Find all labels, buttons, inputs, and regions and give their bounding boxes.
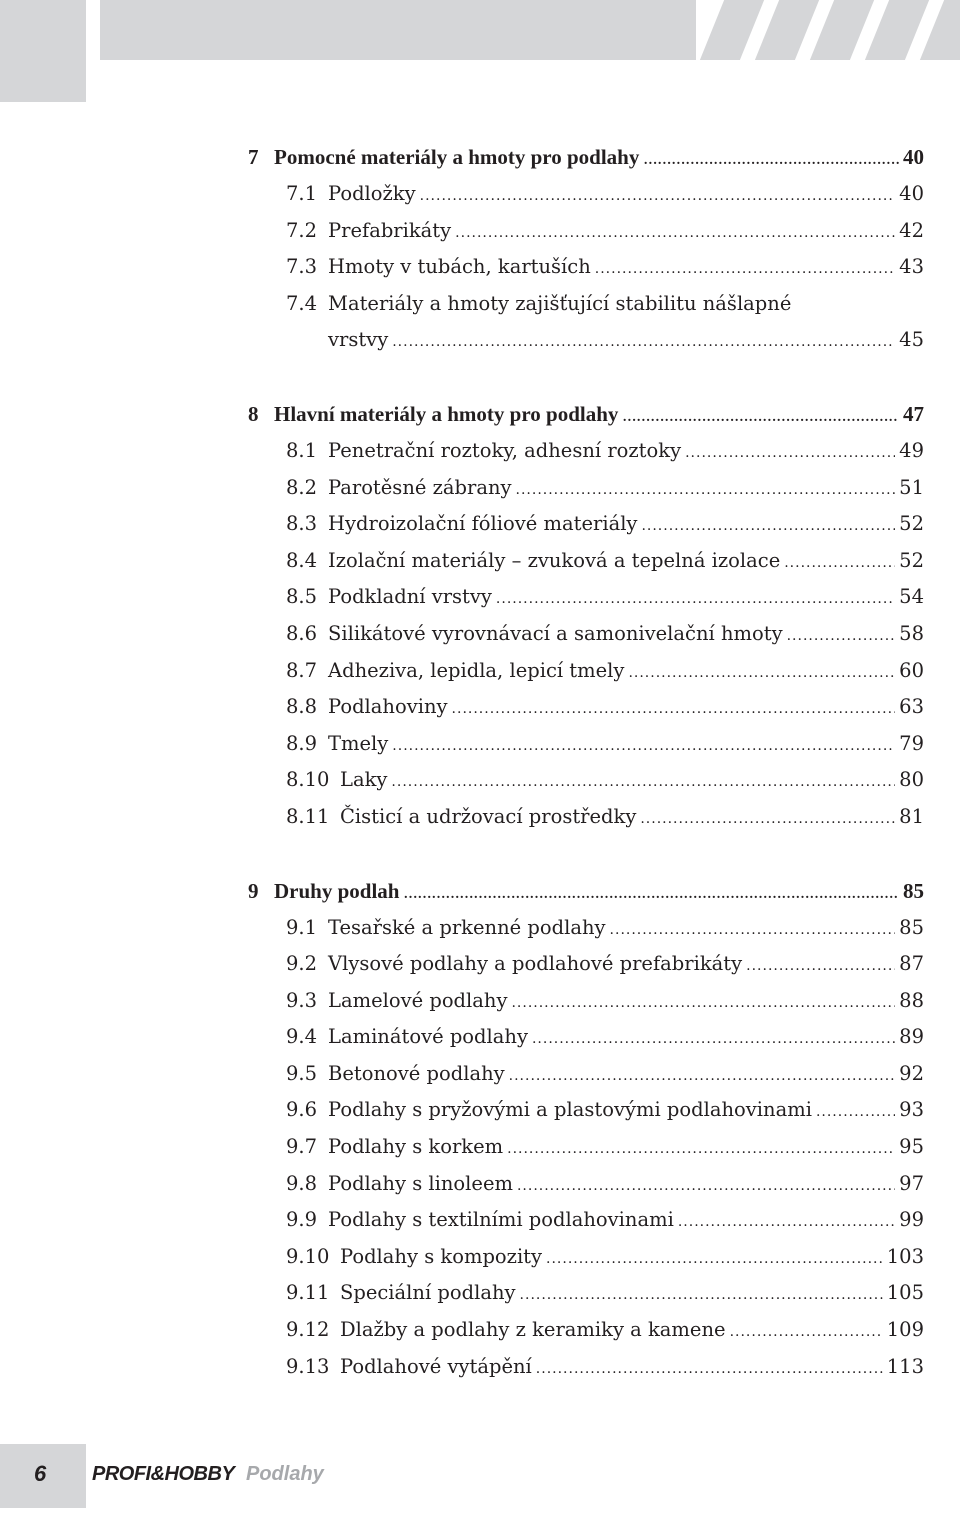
dot-leader [496, 581, 895, 618]
entry-number: 9.9 [286, 1208, 318, 1232]
dot-leader [787, 618, 896, 655]
chapter-number: 9 [248, 878, 259, 903]
toc-entry[interactable] [248, 616, 924, 653]
toc-entry[interactable] [248, 1275, 924, 1312]
entry-title: Podlahy s korkem [328, 1135, 504, 1159]
entry-page: 89 [899, 1025, 924, 1049]
toc-entry[interactable] [248, 726, 924, 763]
dot-leader [536, 1351, 883, 1388]
toc-entry[interactable] [248, 1202, 924, 1239]
entry-number: 8.9 [286, 731, 318, 755]
entry-title: Izolační materiály – zvuková a tepelná izolace [328, 548, 781, 572]
entry-number: 8.5 [286, 585, 318, 609]
toc-entry[interactable] [248, 286, 924, 359]
entry-page: 42 [899, 218, 924, 242]
entry-page: 99 [899, 1208, 924, 1232]
entry-title: Hydroizolační fóliové materiály [328, 512, 638, 536]
entry-title: Podlahy s pryžovými a plastovými podlahovinami [328, 1098, 812, 1122]
entry-number: 9.1 [286, 915, 318, 939]
entry-title: Prefabrikáty [328, 218, 452, 242]
entry-number: 9.8 [286, 1171, 318, 1195]
entry-page: 52 [899, 512, 924, 536]
dot-leader [532, 1021, 895, 1058]
entry-number: 7.3 [286, 255, 318, 279]
chapter-page: 40 [903, 145, 924, 169]
entry-title: Tesařské a prkenné podlahy [328, 915, 606, 939]
entry-number: 9.13 [286, 1354, 330, 1378]
dot-leader [520, 1277, 883, 1314]
entry-page: 54 [899, 585, 924, 609]
toc-entry[interactable] [248, 249, 924, 286]
toc-entry[interactable] [248, 506, 924, 543]
toc-entry[interactable] [248, 1019, 924, 1056]
entry-number: 8.8 [286, 695, 318, 719]
entry-title: Podlahy s textilními podlahovinami [328, 1208, 674, 1232]
entry-page: 105 [886, 1281, 924, 1305]
toc-entry[interactable] [248, 983, 924, 1020]
entry-number: 7.4 [286, 291, 318, 315]
toc-entry[interactable] [248, 1166, 924, 1203]
entry-page: 81 [899, 804, 924, 828]
toc-entry[interactable] [248, 579, 924, 616]
entry-number: 8.1 [286, 438, 318, 462]
toc-entry[interactable] [248, 543, 924, 580]
chapter-title: Druhy podlah [274, 878, 400, 903]
toc-entry[interactable] [248, 213, 924, 250]
entry-title: Adheziva, lepidla, lepicí tmely [328, 658, 625, 682]
dot-leader [610, 912, 896, 949]
toc-entry[interactable] [248, 689, 924, 726]
entry-number: 8.6 [286, 621, 318, 645]
table-of-contents [248, 138, 924, 1421]
toc-chapter[interactable] [248, 138, 924, 176]
entry-title: Tmely [328, 731, 389, 755]
chapter-number: 8 [248, 401, 259, 426]
entry-number: 8.10 [286, 768, 330, 792]
entry-title: Laminátové podlahy [328, 1025, 528, 1049]
dot-leader [546, 1241, 883, 1278]
dot-leader [507, 1131, 895, 1168]
dot-leader [509, 1058, 896, 1095]
dot-leader [420, 178, 896, 215]
entry-title: Podkladní vrstvy [328, 585, 492, 609]
footer [0, 1444, 960, 1508]
toc-entry[interactable] [248, 470, 924, 507]
entry-title: Podlahové vytápění [340, 1354, 532, 1378]
dot-leader [517, 1168, 895, 1205]
toc-entry[interactable] [248, 1349, 924, 1386]
entry-number: 9.2 [286, 952, 318, 976]
dot-leader [628, 655, 895, 692]
entry-title: Parotěsné zábrany [328, 475, 512, 499]
entry-page: 43 [899, 255, 924, 279]
header-band [100, 0, 696, 60]
dot-leader [391, 764, 895, 801]
entry-title: Čisticí a udržovací prostředky [340, 804, 637, 828]
toc-chapter[interactable] [248, 395, 924, 433]
entry-number: 8.11 [286, 804, 330, 828]
entry-page: 79 [899, 731, 924, 755]
entry-page: 80 [899, 768, 924, 792]
toc-section-8 [248, 395, 924, 836]
dot-leader [730, 1314, 883, 1351]
toc-entry[interactable] [248, 799, 924, 836]
toc-entry[interactable] [248, 1129, 924, 1166]
header-corner-block [0, 0, 86, 102]
toc-entry[interactable] [248, 946, 924, 983]
dot-leader [678, 1204, 895, 1241]
dot-leader [816, 1094, 895, 1131]
entry-page: 49 [899, 438, 924, 462]
entry-page: 95 [899, 1135, 924, 1159]
dot-leader [595, 251, 895, 288]
toc-entry[interactable] [248, 1239, 924, 1276]
toc-entry[interactable] [248, 762, 924, 799]
entry-page: 63 [899, 695, 924, 719]
toc-entry[interactable] [248, 176, 924, 213]
dot-leader [403, 876, 899, 914]
entry-number: 9.11 [286, 1281, 330, 1305]
entry-title: Hmoty v tubách, kartuších [328, 255, 591, 279]
entry-title: Vlysové podlahy a podlahové prefabrikáty [328, 952, 743, 976]
dot-leader [392, 324, 895, 361]
entry-page: 52 [899, 548, 924, 572]
entry-page: 109 [886, 1318, 924, 1342]
chapter-title: Hlavní materiály a hmoty pro podlahy [274, 401, 619, 426]
toc-section-7 [248, 138, 924, 359]
entry-number: 9.10 [286, 1244, 330, 1268]
chapter-number: 7 [248, 145, 259, 169]
toc-entry[interactable] [248, 910, 924, 947]
toc-entry[interactable] [248, 1312, 924, 1349]
chapter-title: Pomocné materiály a hmoty pro podlahy [274, 145, 640, 169]
toc-entry[interactable] [248, 1056, 924, 1093]
dot-leader [455, 215, 895, 252]
entry-number: 9.6 [286, 1098, 318, 1122]
entry-title: Lamelové podlahy [328, 988, 508, 1012]
entry-page: 60 [899, 658, 924, 682]
entry-page: 87 [899, 952, 924, 976]
entry-page: 51 [899, 475, 924, 499]
toc-entry[interactable] [248, 1092, 924, 1129]
dot-leader [643, 142, 899, 180]
entry-title: Podlahy s kompozity [340, 1244, 543, 1268]
dot-leader [746, 948, 895, 985]
dot-leader [640, 801, 895, 838]
entry-page: 45 [899, 328, 924, 352]
entry-title: Materiály a hmoty zajišťující stabilitu nášlapné [328, 291, 792, 315]
page-number: 6 [34, 1461, 47, 1486]
dot-leader [516, 472, 896, 509]
dot-leader [511, 985, 895, 1022]
entry-page: 88 [899, 988, 924, 1012]
brand-logo: PROFI&HOBBY [92, 1463, 235, 1485]
toc-entry[interactable] [248, 653, 924, 690]
chapter-page: 85 [903, 878, 924, 903]
entry-title-continued: vrstvy [328, 328, 389, 352]
dot-leader [641, 508, 895, 545]
dot-leader [392, 728, 895, 765]
entry-page: 97 [899, 1171, 924, 1195]
entry-title: Betonové podlahy [328, 1061, 505, 1085]
entry-number: 8.3 [286, 512, 318, 536]
entry-number: 7.1 [286, 182, 318, 205]
entry-page: 103 [886, 1244, 924, 1268]
entry-page: 113 [886, 1354, 924, 1378]
entry-title: Speciální podlahy [340, 1281, 516, 1305]
entry-page: 58 [899, 621, 924, 645]
entry-title: Podlahoviny [328, 695, 448, 719]
entry-page: 85 [899, 915, 924, 939]
entry-title: Podložky [328, 182, 416, 205]
entry-page: 92 [899, 1061, 924, 1085]
entry-number: 9.4 [286, 1025, 318, 1049]
entry-number: 7.2 [286, 218, 318, 242]
dot-leader [452, 691, 896, 728]
dot-leader [784, 545, 895, 582]
entry-page: 40 [899, 182, 924, 205]
entry-number: 8.2 [286, 475, 318, 499]
entry-title: Dlažby a podlahy z keramiky a kamene [340, 1318, 726, 1342]
entry-number: 9.12 [286, 1318, 330, 1342]
entry-title: Podlahy s linoleem [328, 1171, 513, 1195]
entry-number: 9.3 [286, 988, 318, 1012]
entry-number: 8.7 [286, 658, 318, 682]
entry-title: Penetrační roztoky, adhesní roztoky [328, 438, 682, 462]
entry-title: Silikátové vyrovnávací a samonivelační hmoty [328, 621, 783, 645]
entry-number: 9.5 [286, 1061, 318, 1085]
dot-leader [685, 435, 895, 472]
entry-number: 9.7 [286, 1135, 318, 1159]
chapter-page: 47 [903, 401, 924, 426]
entry-title: Laky [340, 768, 388, 792]
entry-number: 8.4 [286, 548, 318, 572]
dot-leader [622, 399, 899, 437]
series-title: Podlahy [246, 1463, 324, 1485]
toc-entry[interactable] [248, 433, 924, 470]
header-stripes [640, 0, 960, 60]
toc-section-9 [248, 872, 924, 1386]
entry-page: 93 [899, 1098, 924, 1122]
toc-chapter[interactable] [248, 872, 924, 910]
